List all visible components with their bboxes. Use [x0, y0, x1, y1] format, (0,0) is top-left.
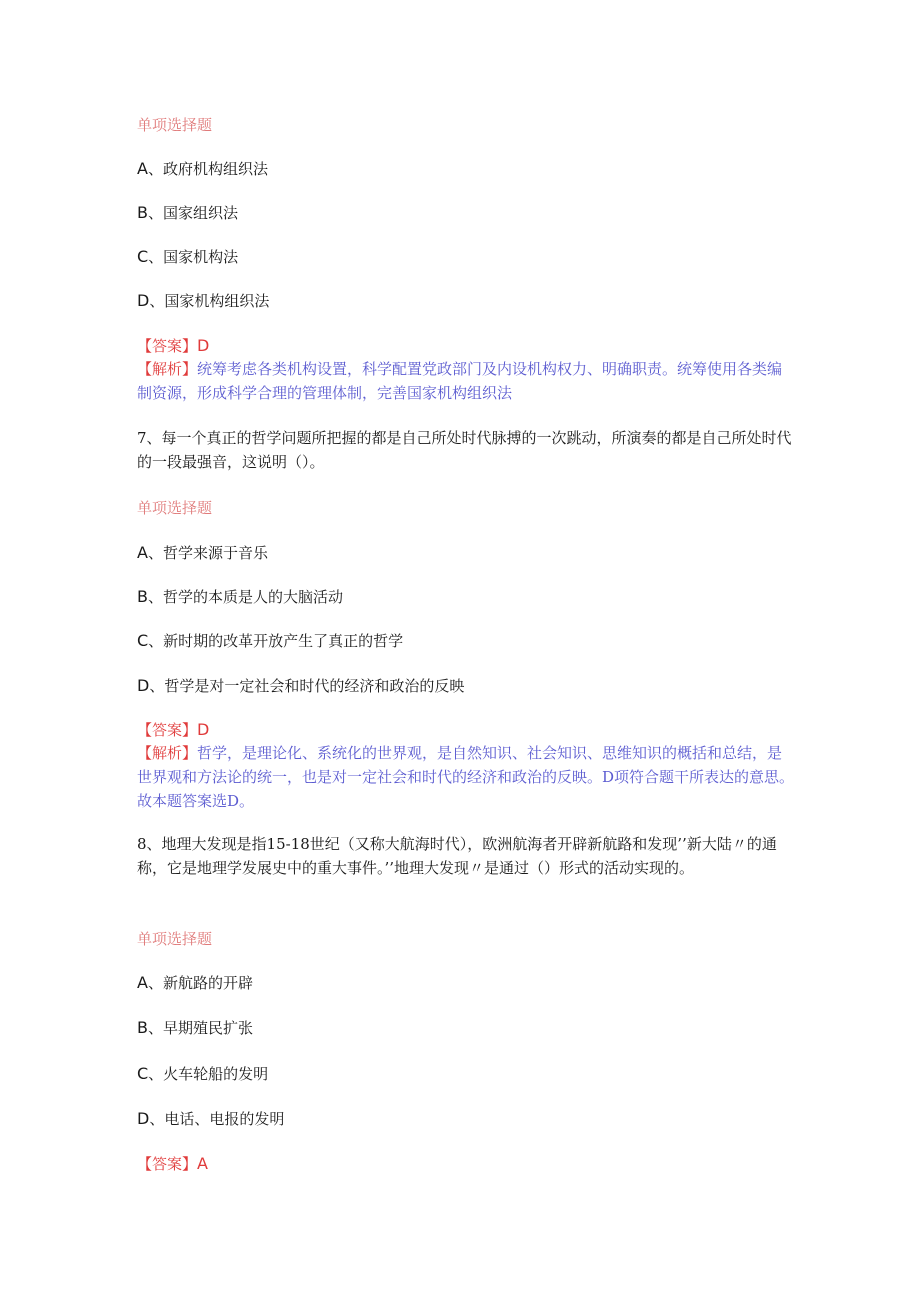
- option-text: 、早期殖民扩张: [147, 1019, 253, 1037]
- option-text: 、国家组织法: [147, 204, 238, 222]
- option-letter: B: [137, 203, 148, 222]
- question-type-label: 单项选择题: [137, 499, 213, 517]
- analysis-tag: 【解析】: [137, 744, 198, 762]
- analysis-text: 哲学，是理论化、系统化的世界观，是自然知识、社会知识、思维知识的概括和总结，是世界观和方法论的统一，也是对一定社会和时代的经济和政治的反映。D项符合题干所表达的意思。故本题答案选D。: [137, 744, 795, 810]
- option-b: [137, 586, 343, 607]
- option-letter: A: [137, 159, 148, 178]
- option-text: 、国家机构法: [148, 248, 239, 266]
- option-text: 、哲学来源于音乐: [147, 544, 268, 562]
- option-letter: C: [137, 631, 149, 650]
- option-letter: B: [137, 587, 148, 606]
- answer-value: D: [197, 720, 210, 739]
- option-b: [137, 1017, 253, 1038]
- answer-value: A: [197, 1154, 208, 1173]
- option-text: 、电话、电报的发明: [149, 1110, 285, 1128]
- option-c: [137, 630, 403, 651]
- question-stem: 7、每一个真正的哲学问题所把握的都是自己所处时代脉搏的一次跳动，所演奏的都是自己所处时代的一段最强音，这说明（）。: [137, 429, 792, 471]
- answer-tag: 【答案】: [137, 721, 198, 739]
- option-d: [137, 290, 269, 311]
- option-letter: D: [137, 676, 150, 695]
- answer-tag: 【答案】: [137, 1155, 198, 1173]
- analysis-tag: 【解析】: [137, 360, 198, 378]
- answer-tag: 【答案】: [137, 337, 198, 355]
- option-letter: A: [137, 973, 148, 992]
- option-d: [137, 675, 464, 696]
- analysis-block: [137, 741, 797, 813]
- answer-line: [137, 335, 209, 356]
- option-text: 、新时期的改革开放产生了真正的哲学: [148, 632, 404, 650]
- analysis-text: 统筹考虑各类机构设置，科学配置党政部门及内设机构权力、明确职责。统筹使用各类编制资源，形成科学合理的管理体制，完善国家机构组织法: [137, 360, 783, 402]
- option-d: [137, 1108, 284, 1129]
- option-text: 、政府机构组织法: [147, 160, 268, 178]
- option-a: [137, 972, 253, 993]
- option-letter: C: [137, 247, 149, 266]
- option-letter: B: [137, 1018, 148, 1037]
- option-text: 、哲学是对一定社会和时代的经济和政治的反映: [149, 677, 465, 695]
- analysis-block: [137, 357, 797, 405]
- question-type-label: 单项选择题: [137, 930, 213, 948]
- option-text: 、火车轮船的发明: [148, 1065, 269, 1083]
- option-a: [137, 542, 268, 563]
- option-letter: A: [137, 543, 148, 562]
- option-text: 、新航路的开辟: [147, 974, 253, 992]
- option-c: [137, 1063, 268, 1084]
- option-c: [137, 246, 238, 267]
- answer-line: [137, 1153, 208, 1174]
- option-letter: D: [137, 1109, 150, 1128]
- answer-value: D: [197, 336, 210, 355]
- question-type-label: 单项选择题: [137, 116, 213, 134]
- question-stem: 8、地理大发现是指15-18世纪（又称大航海时代），欧洲航海者开辟新航路和发现’’新大陆〃的通称，它是地理学发展史中的重大事件。’’地理大发现〃是通过（）形式的活动实现的。: [137, 835, 777, 877]
- option-text: 、哲学的本质是人的大脑活动: [147, 588, 343, 606]
- option-text: 、国家机构组织法: [149, 292, 270, 310]
- option-letter: C: [137, 1064, 149, 1083]
- option-letter: D: [137, 291, 150, 310]
- answer-line: [137, 719, 209, 740]
- option-a: [137, 158, 268, 179]
- option-b: [137, 202, 238, 223]
